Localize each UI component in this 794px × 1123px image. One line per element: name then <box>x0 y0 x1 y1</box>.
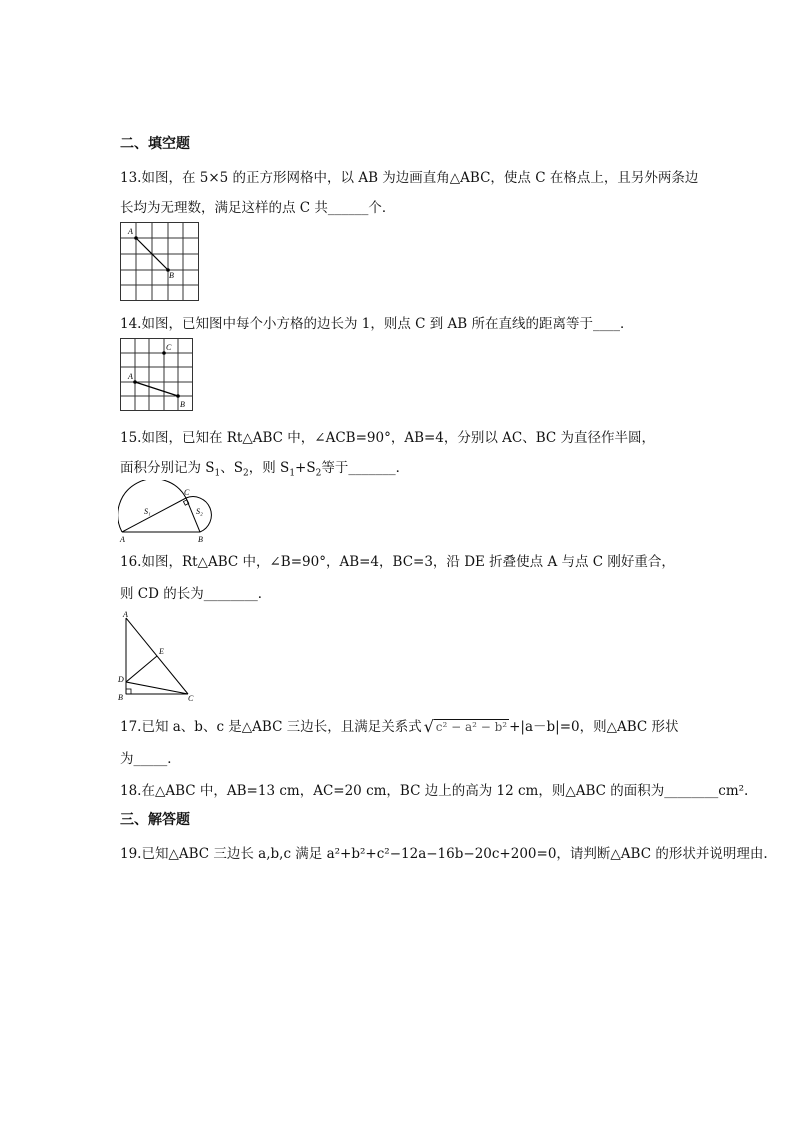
label-b: B <box>118 693 123 702</box>
label-s1: S₁ <box>144 507 151 516</box>
question-13-line-1: 13.如图，在 5×5 的正方形网格中，以 AB 为边画直角△ABC，使点 C 在格点上，且另外两条边 <box>120 170 699 186</box>
section-heading-answer: 三、解答题 <box>120 812 190 828</box>
question-14-grid-figure <box>120 338 195 413</box>
question-15-semicircle-figure <box>118 480 218 545</box>
label-b: B <box>180 400 185 409</box>
question-17-line-2: 为_____． <box>120 751 181 767</box>
segment-ab <box>135 382 178 396</box>
question-13-grid-figure <box>120 222 200 302</box>
question-13-line-2: 长均为无理数，满足这样的点 C 共______个． <box>120 200 396 216</box>
label-a: A <box>128 372 133 381</box>
label-c: C <box>188 694 194 703</box>
question-17-line-1: 17.已知 a、b、c 是△ABC 三边长，且满足关系式 √ c² − a² − b² +|a－b|=0，则△ABC 形状 <box>120 717 679 736</box>
question-16-line-2: 则 CD 的长为________． <box>120 586 272 602</box>
label-d: D <box>118 675 124 684</box>
label-c: C <box>184 488 190 497</box>
label-a: A <box>120 535 125 544</box>
label-b: B <box>198 535 203 544</box>
label-b: B <box>169 271 174 280</box>
sqrt-expression: √ c² − a² − b² <box>423 717 508 736</box>
label-a: A <box>128 227 133 236</box>
question-15-line-1: 15.如图，已知在 Rt△ABC 中，∠ACB=90°，AB=4，分别以 AC、BC 为直径作半圆， <box>120 430 656 446</box>
label-e: E <box>159 647 164 656</box>
question-16-triangle-figure <box>116 610 201 705</box>
question-18-line-1: 18.在△ABC 中，AB=13 cm，AC=20 cm，BC 边上的高为 12 cm，则△ABC 的面积为________cm². <box>120 783 749 799</box>
question-15-line-2: 面积分别记为 $S_1$、$S_2$，则 $S_1+S_2$等于_______． <box>120 460 410 479</box>
question-16-line-1: 16.如图，Rt△ABC 中，∠B=90°，AB=4，BC=3，沿 DE 折叠使点 A 与点 C 刚好重合， <box>120 554 675 570</box>
section-heading-fill-blank: 二、填空题 <box>120 136 190 152</box>
question-19-line-1: 19.已知△ABC 三边长 a,b,c 满足 a²+b²+c²−12a−16b−20c+200=0，请判断△ABC 的形状并说明理由. <box>120 846 768 862</box>
question-14-line-1: 14.如图，已知图中每个小方格的边长为 1，则点 C 到 AB 所在直线的距离等于____． <box>120 316 634 332</box>
label-s2: S₂ <box>196 507 203 516</box>
label-c: C <box>166 343 172 352</box>
label-a: A <box>123 610 128 619</box>
